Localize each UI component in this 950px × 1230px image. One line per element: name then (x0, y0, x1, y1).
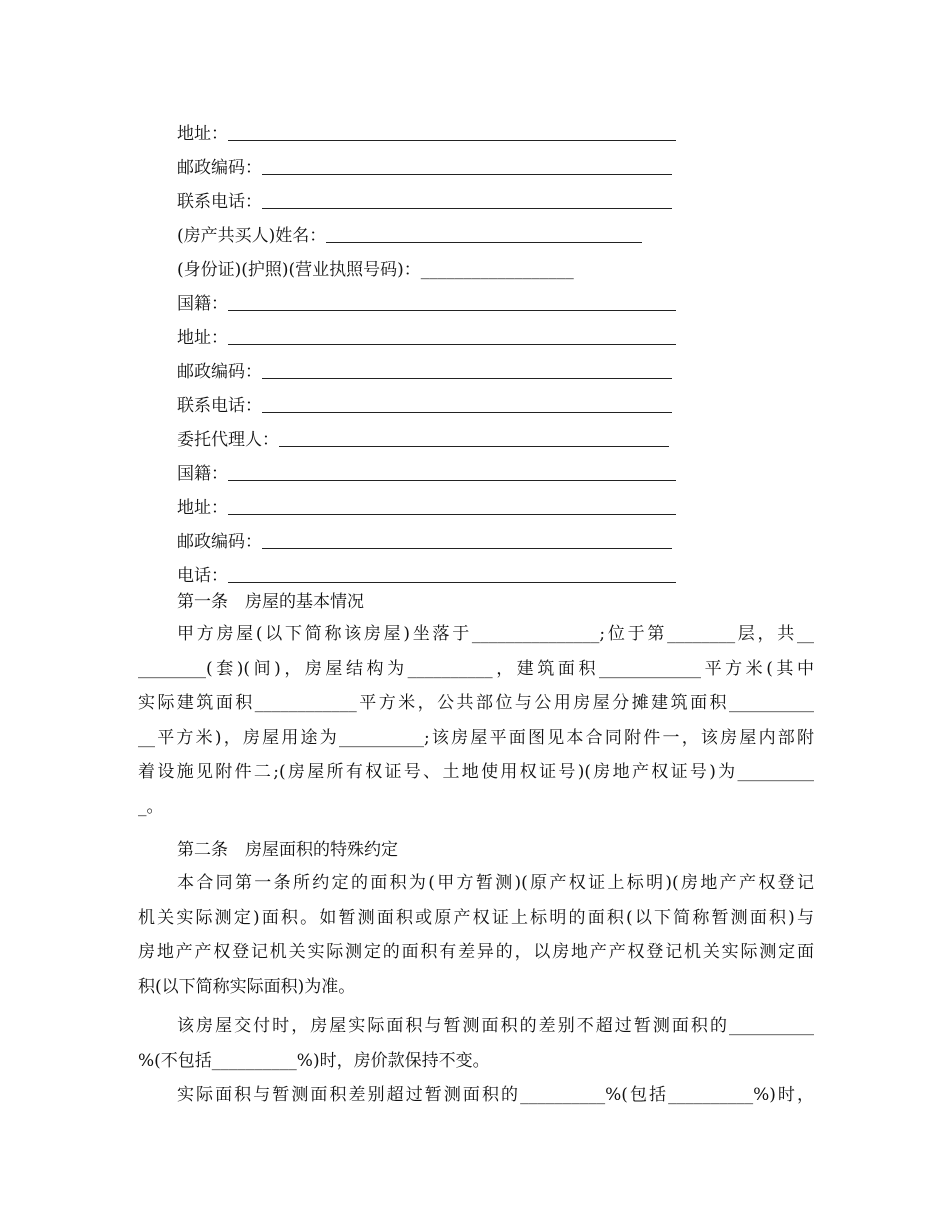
field-label: 邮政编码： (177, 362, 262, 382)
field-label: 联系电话： (177, 396, 262, 416)
article-2-paragraph-3 (138, 1078, 814, 1113)
agent-address-field (177, 491, 676, 519)
field-label: 地址： (177, 498, 228, 518)
article-1-title: 第一条 房屋的基本情况 (177, 592, 364, 612)
text-line: __平方米)，房屋用途为__________;该房屋平面图见本合同附件一，该房屋内部附 (138, 727, 814, 748)
text-line: 该房屋交付时，房屋实际面积与暂测面积的差别不超过暂测面积的__________ (177, 1016, 814, 1036)
agent-postcode-field (177, 525, 672, 553)
agent-phone-field (177, 559, 676, 587)
fill-in-line (262, 412, 672, 413)
buyer-phone-field (177, 185, 672, 213)
article-2-paragraph-2 (138, 1009, 814, 1078)
field-label: 联系电话： (177, 192, 262, 212)
field-label: 地址： (177, 124, 228, 144)
co-buyer-address-field (177, 321, 676, 349)
text-line: ________(套)(间)，房屋结构为__________，建筑面积____________平方米(其中 (138, 658, 814, 679)
co-buyer-id-field (177, 253, 574, 281)
co-buyer-phone-field (177, 389, 672, 417)
fill-in-line (228, 310, 676, 311)
text-line: 着设施见附件二;(房屋所有权证号、土地使用权证号)(房地产权证号)为_________ (138, 762, 814, 782)
co-buyer-nationality-field (177, 287, 676, 315)
fill-in-line (228, 480, 676, 481)
fill-in-line (262, 208, 672, 209)
text-line: 积(以下简称实际面积)为准。 (138, 976, 356, 997)
text-line: 实际建筑面积____________平方米，公共部位与公用房屋分摊建筑面积__________ (138, 693, 814, 713)
co-buyer-postcode-field (177, 355, 672, 383)
agent-name-field (177, 423, 669, 451)
fill-in-line (326, 242, 642, 243)
co-buyer-name-field (177, 219, 642, 247)
text-line: 房地产产权登记机关实际测定的面积有差异的，以房地产产权登记机关实际测定面 (138, 942, 814, 962)
article-2-paragraph-1 (138, 866, 814, 1004)
fill-in-line (279, 446, 669, 447)
article-1-body (138, 617, 814, 824)
fill-in-line (228, 582, 676, 583)
field-label: 国籍： (177, 294, 228, 314)
buyer-address-field (177, 117, 676, 145)
article-2-title: 第二条 房屋面积的特殊约定 (177, 840, 398, 860)
text-line: _。 (138, 796, 164, 817)
field-label: 邮政编码： (177, 158, 262, 178)
field-label: 委托代理人： (177, 430, 279, 450)
agent-nationality-field (177, 457, 676, 485)
field-label: 地址： (177, 328, 228, 348)
fill-in-line (228, 344, 676, 345)
field-label: 邮政编码： (177, 532, 262, 552)
text-line: 机关实际测定)面积。如暂测面积或原产权证上标明的面积(以下简称暂测面积)与 (138, 907, 814, 928)
field-label: (身份证)(护照)(营业执照号码)：__________________ (177, 260, 574, 280)
fill-in-line (228, 514, 676, 515)
text-line: 甲方房屋(以下简称该房屋)坐落于_______________;位于第________层，共__ (177, 624, 814, 644)
field-label: (房产共买人)姓名： (177, 226, 327, 246)
fill-in-line (262, 174, 672, 175)
buyer-postcode-field (177, 151, 672, 179)
field-label: 电话： (177, 566, 228, 586)
fill-in-line (228, 140, 676, 141)
fill-in-line (262, 548, 672, 549)
fill-in-line (262, 378, 672, 379)
text-line: %(不包括__________%)时，房价款保持不变。 (138, 1050, 490, 1071)
text-line: 本合同第一条所约定的面积为(甲方暂测)(原产权证上标明)(房地产产权登记 (177, 873, 814, 893)
text-line: 实际面积与暂测面积差别超过暂测面积的__________%(包括__________%)时， (177, 1085, 814, 1105)
field-label: 国籍： (177, 464, 228, 484)
